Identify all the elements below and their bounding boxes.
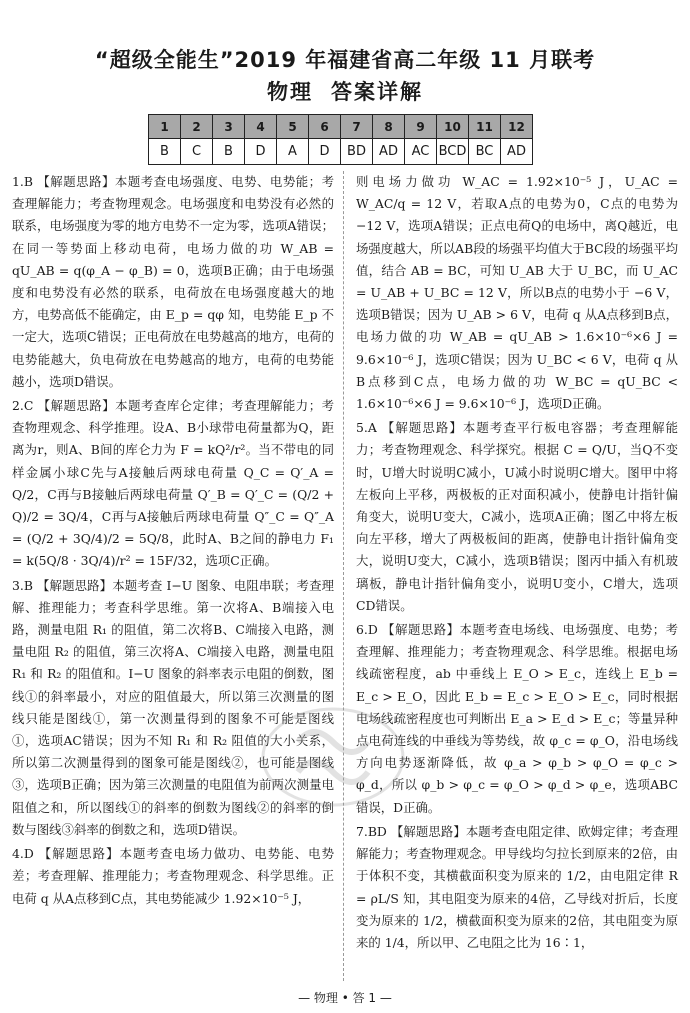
question-number: 2 <box>181 115 213 139</box>
explanation-q4-start: 4.D 【解题思路】本题考查电场力做功、电势能、电势差；考查理解、推理能力；考查物理观念、科学思维。正电荷 q 从A点移到C点，其电势能减少 1.92×10⁻⁵ J， <box>12 846 334 906</box>
subject-label: 物理 <box>267 80 313 104</box>
answer-detail-label: 答案详解 <box>331 80 423 104</box>
explanation-q1: 1.B 【解题思路】本题考查电场强度、电势、电势能；考查理解能力；考查物理观念。电场强度和电势没有必然的联系，电场强度为零的地方电势不一定为零，选项A错误；在同一等势面上移动电荷，电场力做的功 W_AB = qU_AB = q(φ_A − φ_B) = 0，选项B正确；由于电场强度和电势没有必然的联系，电荷放在电场强度越大的地方，电势高低不能确定，由 E_p = qφ 知，电势能 E_p 不一定大，选项C错误；正电荷放在电势越高的地方，电荷的电势能越大，负电荷放在电势越高的地方，电荷的电势能越小，选项D错误。 <box>12 174 334 389</box>
answer-cell: BCD <box>437 139 469 165</box>
watermark-logo <box>258 702 408 812</box>
column-divider <box>343 171 344 981</box>
answer-table-answer-row <box>149 139 533 165</box>
page-footer: — 物理 • 答 1 — <box>298 991 392 1005</box>
answer-cell: AD <box>373 139 405 165</box>
exam-subtitle <box>0 76 690 106</box>
right-column <box>356 171 678 956</box>
answer-cell: AC <box>405 139 437 165</box>
explanation-q3: 3.B 【解题思路】本题考查 I−U 图象、电阻串联；考查理解、推理能力；考查科学思维。第一次将A、B端接入电路，测量电阻 R₁ 的阻值，第二次将B、C端接入电路，测量电阻 R₂ 的阻值，第三次将A、C端接入电路，测量电阻 R₁ 和 R₂ 的阻值和。I−U 图象的斜率表示电阻的倒数，图线①的斜率最小，对应的阻值最大，所以第三次测量的图线只能是图线①，第一次测量得到的图象不可能是图线①，选项AC错误；因为不知 R₁ 和 R₂ 阻值的大小关系，所以第二次测量得到的图象可能是图线②，也可能是图线③，选项B正确；因为第三次测量的电阻值为前两次测量电阻值之和，所以图线①的斜率的倒数为图线②的斜率的倒数与图线③斜率的倒数之和，选项D错误。 <box>12 577 334 837</box>
answer-table <box>148 114 533 165</box>
question-number: 8 <box>373 115 405 139</box>
answer-cell: A <box>277 139 309 165</box>
question-number: 3 <box>213 115 245 139</box>
answer-cell: D <box>309 139 341 165</box>
answer-cell: BC <box>469 139 501 165</box>
question-number: 11 <box>469 115 501 139</box>
answer-cell: C <box>181 139 213 165</box>
question-number: 12 <box>501 115 533 139</box>
answer-cell: AD <box>501 139 533 165</box>
question-number: 1 <box>149 115 181 139</box>
answer-cell: D <box>245 139 277 165</box>
question-number: 10 <box>437 115 469 139</box>
explanation-q4-continued: 则电场力做功 W_AC = 1.92×10⁻⁵ J，U_AC = W_AC/q = 12 V，若取A点的电势为0，C点的电势为 −12 V，选项A错误；正点电荷Q的电场中，离Q越近，电场强度越大，所以AB段的场强平均值大于BC段的场强平均值，结合 AB = BC，可知 U_AB 大于 U_BC，而 U_AC = U_AB + U_BC = 12 V，所以B点的电势小于 −6 V，选项B错误；因为 U_AB > 6 V，电荷 q 从A点移到B点，电场力做的功 W_AB = qU_AB > 1.6×10⁻⁶×6 J = 9.6×10⁻⁶ J，选项C错误；因为 U_BC < 6 V，电荷 q 从B点移到C点，电场力做的功 W_BC = qU_BC < 1.6×10⁻⁶×6 J = 9.6×10⁻⁶ J，选项D正确。 <box>356 174 678 412</box>
explanation-q7-start: 7.BD 【解题思路】本题考查电阻定律、欧姆定律；考查理解能力；考查物理观念。甲导线均匀拉长到原来的2倍，由于体积不变，其横截面积变为原来的 1/2，由电阻定律 R = ρL/S 知，其电阻变为原来的4倍，乙导线对折后，长度变为原来的 1/2，横截面积变为原来的2倍，其电阻变为原来的 1/4，所以甲、乙电阻之比为 16∶1， <box>356 823 678 950</box>
question-number: 4 <box>245 115 277 139</box>
explanation-q5: 5.A 【解题思路】本题考查平行板电容器；考查理解能力；考查物理观念、科学探究。根据 C = Q/U，当Q不变时，U增大时说明C减小，U减小时说明C增大。图甲中将左板向上平移，两极板的正对面积减小，使静电计指针偏角变大，说明U变大，C减小，选项A正确；图乙中将左板向左平移，增大了两极板间的距离，使静电计指针偏角变大，说明U变大，C减小，选项B错误；图丙中插入有机玻璃板，静电计指针偏角变小，说明U变小，C增大，选项CD错误。 <box>356 420 678 613</box>
exam-title: “超级全能生”2019 年福建省高二年级 11 月联考 <box>94 48 596 72</box>
answer-cell: B <box>213 139 245 165</box>
question-number: 9 <box>405 115 437 139</box>
question-number: 7 <box>341 115 373 139</box>
answer-table-number-row <box>149 115 533 139</box>
question-number: 6 <box>309 115 341 139</box>
explanation-q2: 2.C 【解题思路】本题考查库仑定律；考查理解能力；考查物理观念、科学推理。设A、B小球带电荷量都为Q，距离为r，则A、B间的库仑力为 F = kQ²/r²。当不带电的同样金属小球C先与A接触后两球电荷量 Q_C = Q′_A = Q/2，C再与B接触后两球电荷量 Q′_B = Q′_C = (Q/2 + Q)/2 = 3Q/4，C再与A接触后两球电荷量 Q″_C = Q″_A = (Q/2 + 3Q/4)/2 = 5Q/8，此时A、B之间的静电力 F₁ = k(5Q/8 · 3Q/4)/r² = 15F/32，选项C正确。 <box>12 398 334 569</box>
answer-cell: BD <box>341 139 373 165</box>
answer-cell: B <box>149 139 181 165</box>
question-number: 5 <box>277 115 309 139</box>
explanation-q6: 6.D 【解题思路】本题考查电场线、电场强度、电势；考查理解、推理能力；考查物理观念、科学思维。根据电场线疏密程度，ab 中垂线上 E_O > E_c，连线上 E_b = E_c > E_O，因此 E_b = E_c > E_O > E_c，同时根据电场线疏密程度也可判断出 E_a > E_d > E_c；等量异种点电荷连线的中垂线为等势线，故 φ_c = φ_O，沿电场线方向电势逐渐降低，故 φ_a > φ_b > φ_O = φ_c > φ_d，所以 φ_b > φ_c = φ_O > φ_d > φ_e，选项ABC错误，D正确。 <box>356 622 678 815</box>
